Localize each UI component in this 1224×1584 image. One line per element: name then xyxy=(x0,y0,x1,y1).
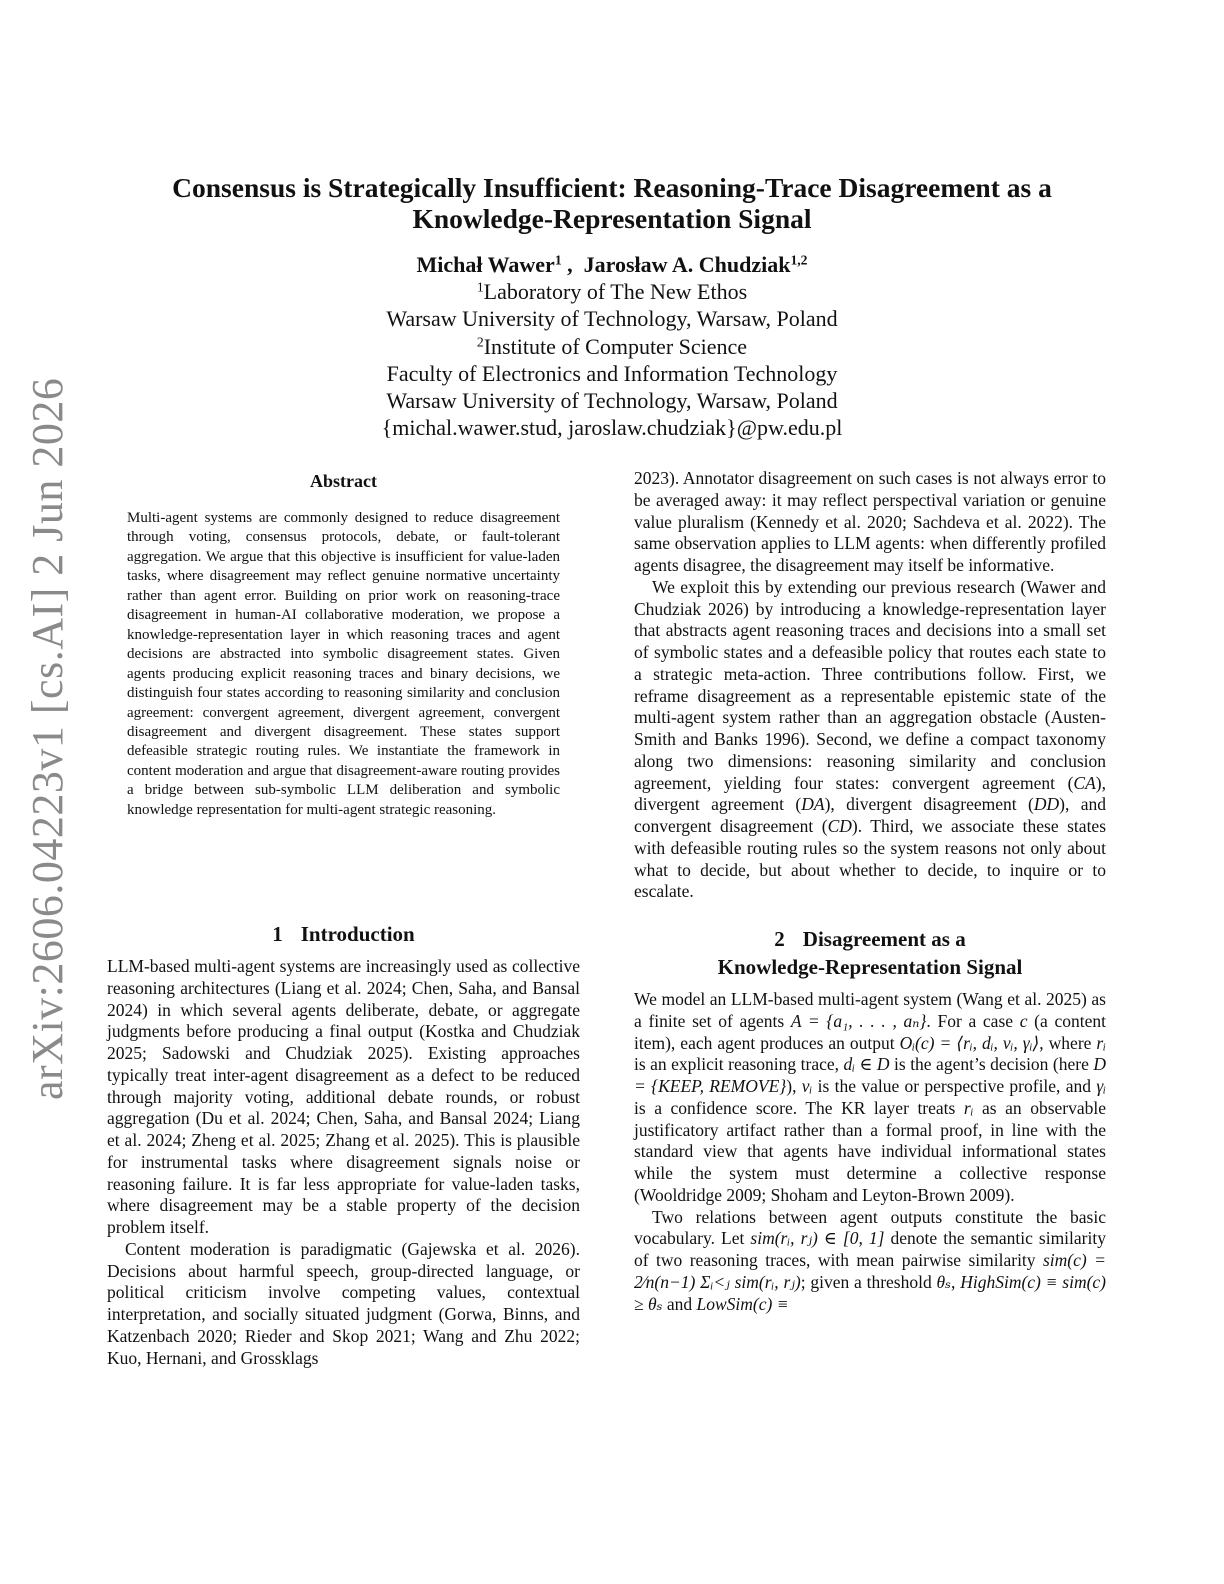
s2p1-text-b: . For a case xyxy=(926,1010,1020,1031)
author-2-name: Jarosław A. Chudziak xyxy=(583,252,791,277)
left-column xyxy=(107,920,580,1369)
affil-2-line-1 xyxy=(100,333,1124,360)
affil-2-name: Institute of Computer Science xyxy=(483,333,748,359)
contributions-text-e: ). Third, we associate these states with defeasible routing rules so the system reasons not only about what to decide, but about whether to decide, to inquire or to escalate. xyxy=(634,816,1107,902)
s2p1-text-g: ), xyxy=(786,1076,802,1096)
author-list: Michał Wawer$^1$ , Jarosław A. Chudziak$^{1,2}$ xyxy=(416,252,808,277)
s2p1-text-e: is an explicit reasoning trace, xyxy=(634,1054,844,1075)
s2p1-text-h: is the value or perspective profile, and xyxy=(812,1076,1097,1096)
contributions-text-b: ), divergent agreement ( xyxy=(634,772,1106,815)
section-1-number: 1 xyxy=(272,922,283,946)
intro-paragraph-2-continued: 2023). Annotator disagreement on such cases is not always error to be averaged away: it may reflect perspectival variation or genuine value pluralism (Kennedy et al. 2020; Sachdeva et al. 2022). The same observation applies to LLM agents: when differently profiled agents disagree, the disagreement may itself be informative. xyxy=(634,468,1106,575)
author-2-affil-mark: 1,2 xyxy=(790,252,808,268)
section-2-paragraph-1 xyxy=(634,989,1106,1207)
affil-1-line-2: Warsaw University of Technology, Warsaw, Poland xyxy=(386,306,838,332)
math-confidence: γᵢ xyxy=(1096,1076,1106,1096)
arxiv-watermark: arXiv:2606.04223v1 [cs.AI] 2 Jun 2026 xyxy=(23,377,72,1100)
contributions-text-d: ), and convergent disagreement ( xyxy=(634,794,1106,836)
s2p2-text-c: ; given a threshold xyxy=(800,1271,937,1292)
state-dd: DD xyxy=(1033,794,1060,815)
s2p2-text-e: and xyxy=(662,1293,697,1314)
affil-1-mark: 1 xyxy=(476,279,484,295)
s2p1-text-f: is the agent’s decision (here xyxy=(889,1054,1094,1075)
right-column xyxy=(634,468,1106,1315)
paper-title xyxy=(100,172,1124,234)
math-mean-similarity: sim(c) = 2⁄n(n−1) Σᵢ<ⱼ sim(rᵢ, rⱼ) xyxy=(634,1250,1106,1292)
s2p2-text-b: denote the semantic similarity of two reasoning traces, with mean pairwise similarity xyxy=(634,1228,1106,1270)
section-2-title-2: Knowledge-Representation Signal xyxy=(717,955,1023,979)
state-cd: CD xyxy=(827,816,852,836)
contributions-text-c: ), divergent disagreement ( xyxy=(824,794,1034,815)
math-decision-set: D = {KEEP, REMOVE} xyxy=(634,1054,1106,1096)
author-emails: {michal.wawer.stud, jaroslaw.chudziak}@pw.edu.pl xyxy=(381,415,843,441)
math-high-sim: HighSim(c) ≡ sim(c) ≥ θₛ xyxy=(634,1271,1107,1314)
intro-paragraph-3 xyxy=(634,577,1106,903)
section-1-heading xyxy=(107,920,580,948)
math-low-sim: LowSim(c) ≡ xyxy=(696,1293,789,1314)
math-case: c xyxy=(1019,1010,1028,1031)
s2p2-text-d: , xyxy=(951,1271,961,1292)
math-similarity: sim(rᵢ, rⱼ) ∈ [0, 1] xyxy=(750,1228,885,1249)
section-1-title: Introduction xyxy=(300,922,415,946)
math-trace: rᵢ xyxy=(1096,1032,1106,1053)
s2p1-text-a: We model an LLM-based multi-agent system (Wang et al. 2025) as a finite set of agents xyxy=(634,989,1106,1031)
math-output-tuple: Oᵢ(c) = ⟨rᵢ, dᵢ, vᵢ, γᵢ⟩ xyxy=(899,1032,1040,1053)
abstract-text: Multi-agent systems are commonly designed to reduce disagreement through voting, consensus protocols, debate, or fault-tolerant aggregation. We argue that this objective is insufficient for value-laden tasks, where disagreement may reflect genuine normative uncertainty rather than agent error. Building on prior work on reasoning-trace disagreement in human-AI collaborative moderation, we propose a knowledge-representation layer in which reasoning traces and agent decisions are abstracted into symbolic disagreement states. Given agents producing explicit reasoning traces and binary decisions, we distinguish four states according to reasoning similarity and conclusion agreement: convergent agreement, divergent agreement, convergent disagreement and divergent disagreement. These states support defeasible strategic routing rules. We instantiate the framework in content moderation and argue that disagreement-aware routing provides a bridge between sub-symbolic LLM deliberation and symbolic knowledge representation for multi-agent strategic reasoning. xyxy=(127,510,560,818)
math-threshold: θₛ xyxy=(936,1271,952,1292)
contributions-text: We exploit this by extending our previous research (Wawer and Chudziak 2026) by introducing a knowledge-representation layer that abstracts agent reasoning traces and decisions into a small set of symbolic states and a defeasible policy that routes each state to a strategic meta-action. Three contributions follow. First, we reframe disagreement as a representable epistemic state of the multi-agent system rather than an aggregation obstacle (Austen-Smith and Banks 1996). Second, we define a compact taxonomy along two dimensions: reasoning similarity and conclusion agreement, yielding four states: convergent agreement ( xyxy=(634,576,1106,793)
s2p1-text-c: (a content item), each agent produces an output xyxy=(634,1010,1106,1053)
math-value-profile: vᵢ xyxy=(801,1076,813,1096)
s2p2-text-a: Two relations between agent outputs constitute the basic vocabulary. Let xyxy=(634,1206,1106,1249)
s2p1-text-j: as an observable justificatory artifact rather than a formal proof, in line with the standard view that agents have individual informational states while the system must determine a collective response (Wooldridge 2009; Shoham and Leyton-Brown 2009). xyxy=(634,1097,1106,1205)
state-da: DA xyxy=(801,794,825,815)
state-ca: CA xyxy=(1073,772,1096,793)
title-line-1: Consensus is Strategically Insufficient: Reasoning-Trace Disagreement as a xyxy=(172,172,1052,203)
title-line-2: Knowledge-Representation Signal xyxy=(412,203,812,234)
section-2-heading-line-1 xyxy=(634,925,1106,953)
math-decision: dᵢ ∈ D xyxy=(843,1054,890,1075)
abstract-heading: Abstract xyxy=(310,471,377,491)
affil-1-name: Laboratory of The New Ethos xyxy=(483,279,748,304)
section-2-number: 2 xyxy=(774,927,785,951)
intro-paragraph-2: Content moderation is paradigmatic (Gajewska et al. 2026). Decisions about harmful speech, group-directed language, or political criticism involve competing values, contextual interpretation, and socially situated judgment (Gorwa, Binns, and Katzenbach 2020; Rieder and Skop 2021; Wang and Zhu 2022; Kuo, Hernani, and Grossklags xyxy=(107,1238,580,1368)
affil-2-line-2: Faculty of Electronics and Information Technology xyxy=(386,360,838,386)
section-2-paragraph-2 xyxy=(634,1207,1106,1316)
math-trace-2: rᵢ xyxy=(963,1097,974,1118)
abstract xyxy=(127,470,560,820)
affil-1-line-1 xyxy=(100,278,1124,305)
author-1-affil-mark: 1 xyxy=(554,252,562,268)
section-gap xyxy=(634,903,1106,925)
affiliations xyxy=(100,278,1124,442)
author-1-name: Michał Wawer xyxy=(416,252,555,277)
section-2-heading xyxy=(634,925,1106,981)
affil-2-mark: 2 xyxy=(476,334,484,350)
section-2-title-1: Disagreement as a xyxy=(802,927,966,951)
s2p1-text-d: , where xyxy=(1039,1032,1097,1053)
s2p1-text-i: is a confidence score. The KR layer treats xyxy=(634,1097,964,1118)
math-agent-set: A = {a₁, . . . , aₙ} xyxy=(790,1010,927,1031)
intro-paragraph-1: LLM-based multi-agent systems are increasingly used as collective reasoning architectures (Liang et al. 2024; Chen, Saha, and Bansal 2024) in which several agents deliberate, debate, or aggregate judgments before producing a final output (Kostka and Chudziak 2025; Sadowski and Chudziak 2025). Existing approaches typically treat inter-agent disagreement as a defect to be reduced through majority voting, additional debate rounds, or robust aggregation (Du et al. 2024; Chen, Saha, and Bansal 2024; Liang et al. 2024; Zheng et al. 2025; Zhang et al. 2025). This is plausible for instrumental tasks where disagreement signals noise or reasoning failure. It is far less appropriate for value-laden tasks, where disagreement may be a stable property of the decision problem itself. xyxy=(107,956,580,1237)
affil-2-line-3: Warsaw University of Technology, Warsaw, Poland xyxy=(386,388,838,414)
